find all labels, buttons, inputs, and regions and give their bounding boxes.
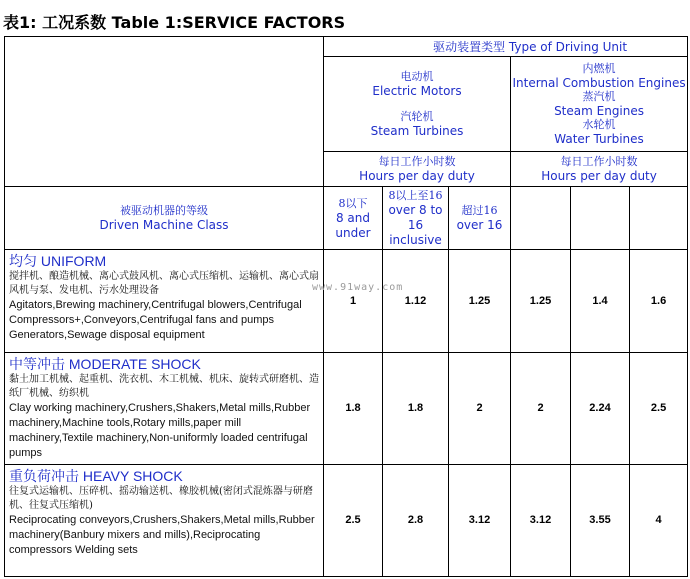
steam-engines-en: Steam Engines xyxy=(554,104,645,119)
factor-cell: 2 xyxy=(511,352,571,464)
blank-header-cell xyxy=(5,37,324,187)
factor-cell: 3.12 xyxy=(449,464,511,576)
factor-cell: 2.24 xyxy=(571,352,630,464)
hours-8-under-header xyxy=(324,187,383,250)
duty-en-right: Hours per day duty xyxy=(541,169,657,184)
hours-8-under-en2: under xyxy=(335,225,371,240)
class-title xyxy=(9,356,319,373)
factor-cell: 1.6 xyxy=(630,250,688,352)
class-desc-en: Agitators,Brewing machinery,Centrifugal blowers,Centrifugal Compressors+,Conveyors,Centrifugal fans and pumps Generators,Sewage disposal equipment xyxy=(9,299,302,342)
class-title-zh: 均匀 xyxy=(9,254,37,271)
driven-class-en: Driven Machine Class xyxy=(99,218,229,233)
water-turbines-zh: 水轮机 xyxy=(582,118,616,132)
factor-cell: 2.8 xyxy=(383,464,449,576)
hours-blank-3 xyxy=(630,187,688,250)
factor-cell: 1.25 xyxy=(449,250,511,352)
class-desc-en: Reciprocating conveyors,Crushers,Shakers,Metal mills,Rubber machinery(Banbury mixers and mills),Reciprocating compressors Welding sets xyxy=(9,513,315,556)
class-title-zh: 重负荷冲击 xyxy=(9,468,79,485)
electric-motors-zh: 电动机 xyxy=(400,70,434,84)
factor-cell: 3.12 xyxy=(511,464,571,576)
factor-cell: 2.5 xyxy=(324,464,383,576)
duty-zh-right: 每日工作小时数 xyxy=(560,155,638,169)
class-title-en: UNIFORM xyxy=(40,253,107,270)
combustion-engines-header xyxy=(511,57,688,152)
class-desc-zh: 黏土加工机械、起重机、洗衣机、木工机械、机床、旋转式研磨机、造纸厂机械、纺织机 xyxy=(9,373,319,399)
factor-cell: 3.55 xyxy=(571,464,630,576)
water-turbines-en: Water Turbines xyxy=(554,132,644,147)
class-title xyxy=(9,468,319,485)
electric-motors-en: Electric Motors xyxy=(372,84,462,99)
hours-blank-1 xyxy=(511,187,571,250)
duty-header-right xyxy=(511,152,688,187)
class-cell-moderate xyxy=(5,352,324,464)
factor-cell: 4 xyxy=(630,464,688,576)
driven-machine-class-header xyxy=(5,187,324,250)
hours-8-16-zh: 8以上至16 xyxy=(388,189,443,203)
class-title-en: HEAVY SHOCK xyxy=(82,467,183,484)
page-title: 表1: 工况系数 Table 1:SERVICE FACTORS xyxy=(3,13,346,32)
class-cell-uniform xyxy=(5,250,324,352)
class-desc-zh: 往复式运输机、压碎机、摇动输送机、橡胶机械(密闭式混炼器与研磨机、往复式压缩机) xyxy=(9,485,313,511)
table-row xyxy=(5,464,688,576)
class-desc-en: Clay working machinery,Crushers,Shakers,Metal mills,Rubber machinery,Machine tools,Rotary mills,paper mill machinery,Textile machinery,Non-uniformly loaded centrifugal pumps xyxy=(9,401,311,459)
steam-turbines-en: Steam Turbines xyxy=(370,124,464,139)
factor-cell: 1.8 xyxy=(383,352,449,464)
factor-cell: 2 xyxy=(449,352,511,464)
steam-turbines-zh: 汽轮机 xyxy=(400,110,434,124)
driving-unit-header xyxy=(324,37,688,57)
duty-zh-left: 每日工作小时数 xyxy=(378,155,456,169)
combustion-engines-zh: 内燃机 xyxy=(582,62,616,76)
duty-en-left: Hours per day duty xyxy=(359,169,475,184)
hours-over-16-header xyxy=(449,187,511,250)
hours-8-16-en2: 16 xyxy=(407,218,424,233)
electric-motors-header xyxy=(324,57,511,152)
hours-8-16-header xyxy=(383,187,449,250)
factor-cell: 1.25 xyxy=(511,250,571,352)
factor-cell: 2.5 xyxy=(630,352,688,464)
class-cell-heavy xyxy=(5,464,324,576)
combustion-engines-en: Internal Combustion Engines xyxy=(512,76,686,91)
factor-cell: 1 xyxy=(324,250,383,352)
class-title-zh: 中等冲击 xyxy=(9,356,65,373)
hours-8-16-en3: inclusive xyxy=(389,233,442,248)
hours-8-under-en1: 8 and xyxy=(335,210,371,225)
class-desc-zh: 搅拌机、酿造机械、离心式鼓风机、离心式压缩机、运输机、离心式扇风机与泵、发电机、污水处理设备 xyxy=(9,271,319,297)
hours-blank-2 xyxy=(571,187,630,250)
hours-8-16-en1: over 8 to xyxy=(388,203,443,218)
duty-header-left xyxy=(324,152,511,187)
hours-8-under-zh: 8以下 xyxy=(338,196,368,210)
hours-over-16-en1: over 16 xyxy=(456,218,503,233)
factor-cell: 1.12 xyxy=(383,250,449,352)
factor-cell: 1.8 xyxy=(324,352,383,464)
service-factor-table xyxy=(4,36,688,577)
table-row xyxy=(5,250,688,352)
class-title-en: MODERATE SHOCK xyxy=(68,355,201,372)
class-title xyxy=(9,253,319,270)
driving-unit-label: 驱动装置类型 Type of Driving Unit xyxy=(433,39,628,54)
factor-cell: 1.4 xyxy=(571,250,630,352)
watermark: www.91way.com xyxy=(312,282,404,293)
driven-class-zh: 被驱动机器的等级 xyxy=(120,204,208,218)
steam-engines-zh: 蒸汽机 xyxy=(582,90,616,104)
table-row xyxy=(5,352,688,464)
hours-over-16-zh: 超过16 xyxy=(461,204,498,218)
